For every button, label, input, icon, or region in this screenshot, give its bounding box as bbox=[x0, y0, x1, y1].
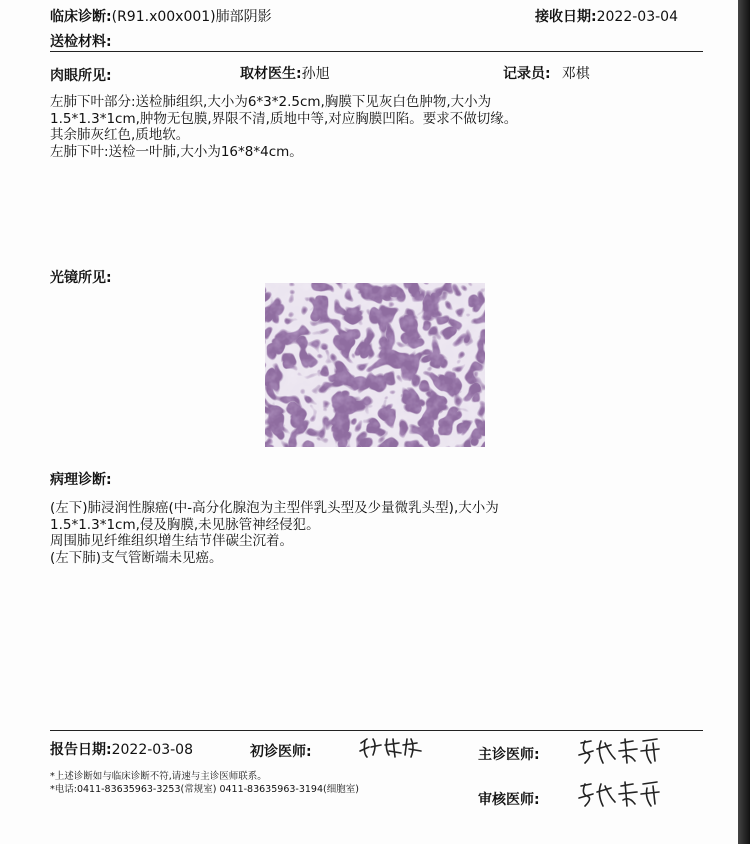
pathology-diagnosis: (左下)肺浸润性腺癌(中-高分化腺泡为主型伴乳头型及少量微乳头型),大小为 1.5*1.3*1cm,侵及胸膜,未见脉管神经侵犯。 周围肺见纤维组织增生结节伴碳尘沉着。 (左下肺)支气管断端未见癌。 bbox=[50, 500, 499, 566]
header-divider bbox=[50, 51, 703, 52]
clinical-diagnosis bbox=[50, 6, 272, 26]
review-doctor-signature bbox=[575, 778, 663, 810]
initial-doctor-signature bbox=[355, 733, 427, 761]
received-date-label: 接收日期: bbox=[535, 9, 597, 25]
phone-note: *电话:0411-83635963-3253(常规室) 0411-83635963-3194(细胞室) bbox=[50, 784, 359, 795]
review-doctor-label: 审核医师: bbox=[478, 792, 540, 808]
clinical-diagnosis-value: (R91.x00x001)肺部阴影 bbox=[111, 9, 272, 25]
report-date-label: 报告日期: bbox=[50, 742, 112, 758]
recorder-value: 邓棋 bbox=[561, 66, 590, 82]
disclaimer-note: *上述诊断如与临床诊断不符,请速与主诊医师联系。 bbox=[50, 771, 267, 782]
recorder-label: 记录员: bbox=[503, 66, 551, 82]
grossing-doctor bbox=[240, 63, 330, 83]
gross-label: 肉眼所见: bbox=[50, 68, 112, 84]
pathology-label: 病理诊断: bbox=[50, 472, 112, 488]
main-doctor-label: 主诊医师: bbox=[478, 747, 540, 763]
grossing-doctor-label: 取材医生: bbox=[240, 66, 302, 82]
report-date-value: 2022-03-08 bbox=[111, 742, 193, 758]
main-doctor-signature bbox=[575, 735, 663, 767]
footer-divider bbox=[50, 730, 703, 731]
initial-doctor-label: 初诊医师: bbox=[250, 744, 312, 760]
received-date bbox=[535, 6, 678, 26]
recorder bbox=[503, 63, 590, 83]
received-date-value: 2022-03-04 bbox=[596, 9, 678, 25]
grossing-doctor-value: 孙旭 bbox=[301, 66, 330, 82]
microscopy-label: 光镜所见: bbox=[50, 270, 112, 286]
histology-texture bbox=[265, 283, 485, 447]
specimen-label: 送检材料: bbox=[50, 34, 112, 50]
page-shadow-edge bbox=[738, 0, 750, 844]
gross-description: 左肺下叶部分:送检肺组织,大小为6*3*2.5cm,胸膜下见灰白色肿物,大小为 1.5*1.3*1cm,肿物无包膜,界限不清,质地中等,对应胸膜凹陷。要求不做切缘。 其余肺灰红色,质地软。 左肺下叶:送检一叶肺,大小为16*8*4cm。 bbox=[50, 94, 518, 160]
report-date bbox=[50, 739, 193, 759]
clinical-diagnosis-label: 临床诊断: bbox=[50, 9, 112, 25]
microscopy-image bbox=[265, 283, 485, 447]
